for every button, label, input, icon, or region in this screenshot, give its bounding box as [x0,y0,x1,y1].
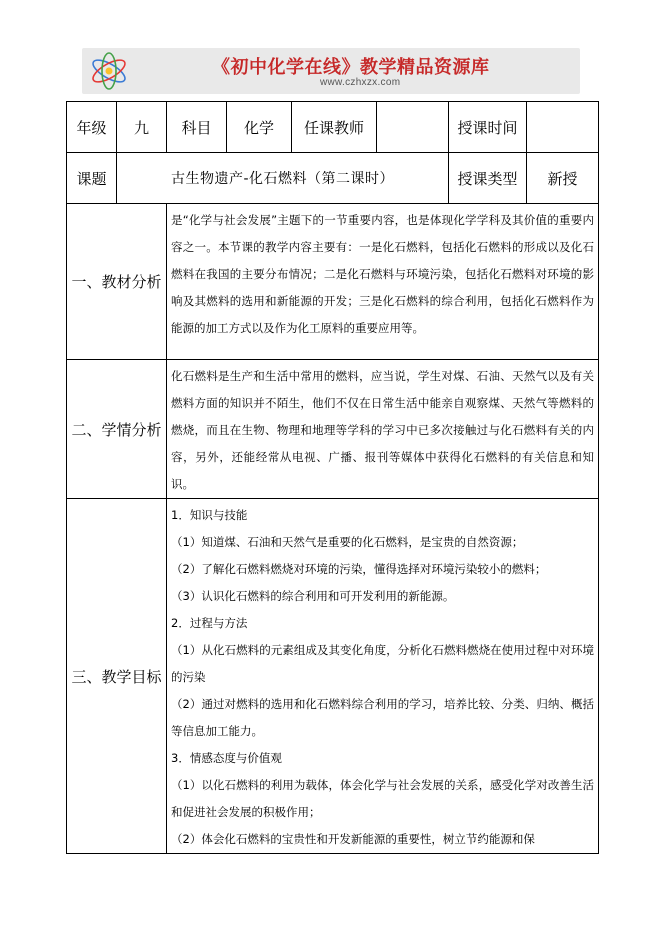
student-analysis-text: 化石燃料是生产和生活中常用的燃料，应当说，学生对煤、石油、天然气以及有关燃料方面的知识并不陌生，他们不仅在日常生活中能亲自观察煤、天然气等燃料的燃烧，而且在生物、物理和地理等学科的学习中已多次接触过与化石燃料有关的内容，另外，还能经常从电视、广播、报刊等媒体中获得化石燃料的有关信息和知识。 [171,369,594,491]
objective-line: （2）了解化石燃料燃烧对环境的污染，懂得选择对环境污染较小的燃料； [171,562,547,576]
teacher-label: 任课教师 [292,102,377,153]
objectives-content [167,499,599,854]
lesson-type-label: 授课类型 [449,153,527,204]
textbook-analysis-text: 是“化学与社会发展”主题下的一节重要内容，也是体现化学学科及其价值的重要内容之一。本节课的教学内容主要有：一是化石燃料，包括化石燃料的形成以及化石燃料在我国的主要分布情况；二是化石燃料与环境污染，包括化石燃料对环境的影响及其燃料的选用和新能源的开发；三是化石燃料的综合利用，包括化石燃料作为能源的加工方式以及作为化工原料的重要应用等。 [171,213,594,335]
header-row [67,102,599,153]
objective-line: 3．情感态度与价值观 [171,751,282,765]
banner-title: 《初中化学在线》教学精品资源库 [212,57,490,78]
objective-line: （1）知道煤、石油和天然气是重要的化石燃料，是宝贵的自然资源； [171,535,524,549]
topic-title: 古生物遗产-化石燃料（第二课时） [117,153,449,204]
topic-row [67,153,599,204]
textbook-analysis-content [167,204,599,360]
objectives-label: 三、教学目标 [67,499,167,854]
lesson-plan-table [66,101,599,854]
objective-line: （2）体会化石燃料的宝贵性和开发新能源的重要性，树立节约能源和保 [171,832,535,846]
objective-line: 1．知识与技能 [171,508,248,522]
atom-logo-icon [86,50,132,92]
grade-label: 年级 [67,102,117,153]
lesson-type-value: 新授 [527,153,599,204]
subject-value: 化学 [227,102,292,153]
textbook-analysis-row [67,204,599,360]
objective-line: （3）认识化石燃料的综合利用和可开发利用的新能源。 [171,589,455,603]
objective-line: （1）以化石燃料的利用为载体，体会化学与社会发展的关系，感受化学对改善生活和促进社会发展的积极作用； [171,778,594,819]
objectives-row [67,499,599,854]
textbook-analysis-label: 一、教材分析 [67,204,167,360]
teacher-value [377,102,449,153]
banner-url: www.czhxzx.com [320,77,401,88]
student-analysis-label: 二、学情分析 [67,360,167,499]
objective-line: （2）通过对燃料的选用和化石燃料综合利用的学习，培养比较、分类、归纳、概括等信息加工能力。 [171,697,594,738]
time-value [527,102,599,153]
student-analysis-row [67,360,599,499]
header-banner [82,48,580,94]
topic-label: 课题 [67,153,117,204]
objective-line: 2．过程与方法 [171,616,248,630]
student-analysis-content [167,360,599,499]
subject-label: 科目 [167,102,227,153]
objective-line: （1）从化石燃料的元素组成及其变化角度，分析化石燃料燃烧在使用过程中对环境的污染 [171,643,594,684]
time-label: 授课时间 [449,102,527,153]
grade-value: 九 [117,102,167,153]
